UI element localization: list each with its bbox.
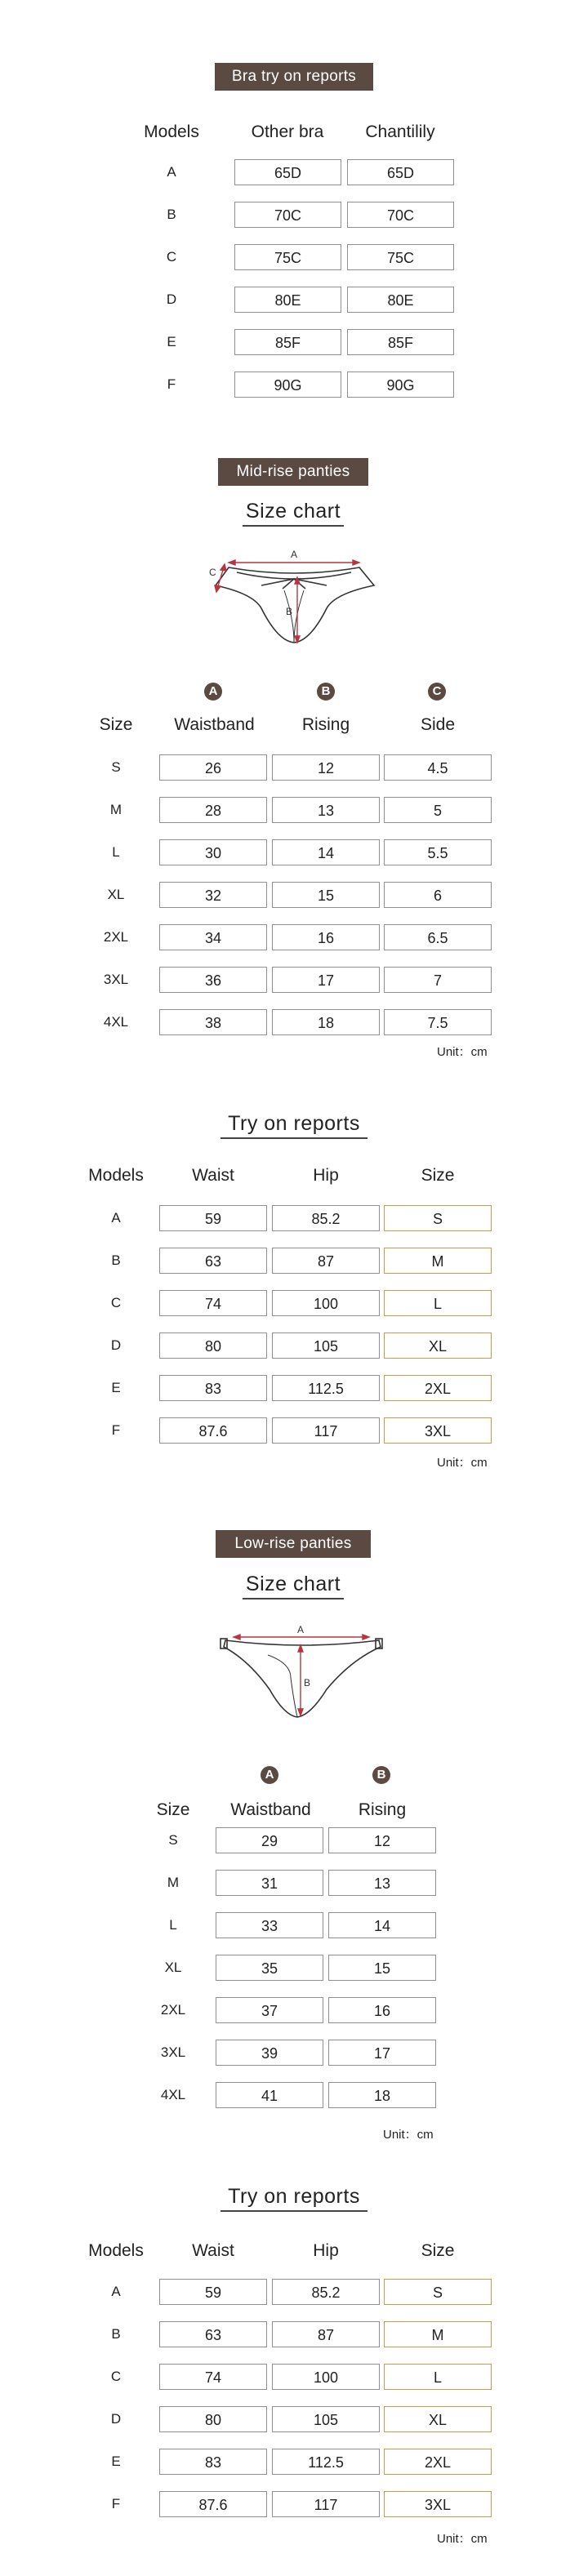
mid-row-label: M [109,802,122,817]
mid-cell-side: 6 [384,882,492,908]
low-cell-rise: 18 [328,2082,436,2108]
bra-row-label: A [167,164,176,180]
low-cell-waist: 33 [216,1912,323,1938]
bra-row-label: D [166,291,177,307]
mid-try-cell-waist: 80 [159,1332,267,1359]
mid-try-unit: Unit：cm [437,1456,488,1470]
mid-cell-rise: 17 [272,967,380,993]
low-try-cell-hip: 100 [272,2364,380,2390]
low-cell-waist: 41 [216,2082,323,2108]
bra-cell-other: 75C [234,244,341,270]
low-cell-rise: 16 [328,1997,436,2023]
mid-try-cell-size: 3XL [384,1417,492,1444]
mid-cell-rise: 13 [272,797,380,823]
mid-cell-side: 7.5 [384,1009,492,1035]
mid-try-cell-hip: 105 [272,1332,380,1359]
mid-header-waistband: Waistband [174,715,255,734]
low-cell-waist: 37 [216,1997,323,2023]
bra-banner: Bra try on reports [215,63,373,91]
low-try-header-size: Size [421,2241,455,2260]
low-cell-waist: 31 [216,1870,323,1896]
low-cell-waist: 39 [216,2040,323,2066]
bra-row-label: C [166,249,177,265]
mid-header-side: Side [420,715,456,734]
mid-try-cell-size: 2XL [384,1375,492,1401]
low-try-header-models: Models [88,2241,144,2260]
mid-try-header-waist: Waist [192,1166,234,1185]
low-try-row-label: C [110,2369,122,2384]
mid-try-cell-hip: 87 [272,1248,380,1274]
low-try-title: Try on reports [220,2185,368,2209]
low-header-waistband: Waistband [230,1800,311,1819]
bra-row-label: F [167,376,176,392]
low-try-row-label: D [110,2411,122,2427]
low-try-row-label: B [111,2326,121,2342]
mid-banner: Mid-rise panties [218,458,368,486]
mid-try-cell-hip: 112.5 [272,1375,380,1401]
low-try-cell-hip: 87 [272,2321,380,2347]
mid-size-chart-title: Size chart [243,500,344,523]
mid-badge-b: B [317,683,335,701]
mid-cell-rise: 15 [272,882,380,908]
low-cell-rise: 13 [328,1870,436,1896]
low-try-row-label: E [111,2454,121,2469]
mid-try-cell-size: S [384,1205,492,1231]
mid-cell-side: 7 [384,967,492,993]
mid-try-cell-size: XL [384,1332,492,1359]
bra-cell-chant: 75C [347,244,454,270]
low-try-cell-size: XL [384,2406,492,2432]
low-row-label: M [167,1875,180,1890]
low-diagram-label-b: B [304,1677,311,1688]
mid-try-cell-hip: 100 [272,1290,380,1316]
mid-cell-waist: 38 [159,1009,267,1035]
mid-try-header-models: Models [88,1166,144,1185]
mid-diagram-label-a: A [291,549,298,560]
low-header-rising: Rising [358,1800,407,1819]
bra-cell-chant: 80E [347,287,454,313]
bra-cell-chant: 85F [347,329,454,355]
bra-cell-other: 85F [234,329,341,355]
bra-cell-chant: 70C [347,202,454,228]
low-row-label: XL [164,1960,182,1975]
bra-header-other: Other bra [251,122,324,141]
low-try-header-waist: Waist [192,2241,234,2260]
mid-badge-a: A [204,683,222,701]
low-unit: Unit：cm [383,2128,434,2142]
mid-cell-side: 5 [384,797,492,823]
low-try-cell-size: M [384,2321,492,2347]
low-try-cell-hip: 85.2 [272,2279,380,2305]
mid-try-cell-waist: 83 [159,1375,267,1401]
mid-try-row-label: F [111,1422,121,1438]
mid-cell-side: 6.5 [384,924,492,950]
mid-badge-c: C [428,683,446,701]
mid-cell-waist: 32 [159,882,267,908]
mid-row-label: 2XL [103,929,129,945]
mid-try-cell-hip: 117 [272,1417,380,1444]
mid-try-title: Try on reports [220,1112,368,1136]
mid-cell-waist: 28 [159,797,267,823]
mid-try-cell-size: L [384,1290,492,1316]
low-row-label: L [169,1917,177,1933]
bra-cell-other: 80E [234,287,341,313]
mid-cell-side: 5.5 [384,839,492,865]
mid-header-rising: Rising [301,715,350,734]
low-try-cell-waist: 74 [159,2364,267,2390]
mid-try-cell-size: M [384,1248,492,1274]
low-try-cell-waist: 83 [159,2449,267,2475]
low-try-unit: Unit：cm [437,2532,488,2546]
bra-cell-other: 90G [234,371,341,398]
low-header-size: Size [156,1800,190,1819]
low-try-header-hip: Hip [313,2241,339,2260]
mid-diagram-label-b: B [286,606,293,617]
mid-cell-rise: 16 [272,924,380,950]
bra-header-chantilily: Chantilily [365,122,435,141]
low-cell-rise: 14 [328,1912,436,1938]
low-size-chart-title: Size chart [243,1573,344,1596]
mid-cell-waist: 36 [159,967,267,993]
low-rise-diagram [212,1621,392,1735]
low-try-cell-waist: 80 [159,2406,267,2432]
low-row-label: 4XL [160,2087,186,2102]
mid-row-label: S [111,759,121,775]
mid-diagram-label-c: C [209,567,216,578]
low-row-label: 2XL [160,2002,186,2018]
low-cell-rise: 12 [328,1827,436,1853]
bra-cell-other: 65D [234,159,341,185]
low-cell-rise: 15 [328,1955,436,1981]
low-try-cell-size: S [384,2279,492,2305]
mid-try-header-hip: Hip [313,1166,339,1185]
low-cell-waist: 29 [216,1827,323,1853]
mid-row-label: 3XL [103,972,129,987]
low-try-cell-size: 3XL [384,2491,492,2517]
low-banner: Low-rise panties [216,1530,371,1558]
low-cell-rise: 17 [328,2040,436,2066]
mid-cell-side: 4.5 [384,754,492,781]
low-try-cell-size: L [384,2364,492,2390]
mid-cell-waist: 30 [159,839,267,865]
mid-cell-rise: 18 [272,1009,380,1035]
mid-try-row-label: C [110,1295,122,1310]
mid-header-size: Size [99,715,133,734]
bra-row-label: E [167,334,176,349]
mid-try-cell-waist: 63 [159,1248,267,1274]
low-try-cell-waist: 63 [159,2321,267,2347]
low-badge-b: B [372,1766,390,1784]
mid-rise-diagram [204,543,384,649]
mid-try-cell-waist: 74 [159,1290,267,1316]
low-try-row-label: F [111,2496,121,2511]
mid-try-row-label: A [111,1210,121,1226]
low-try-cell-size: 2XL [384,2449,492,2475]
low-diagram-label-a: A [297,1624,305,1635]
low-badge-a: A [261,1766,278,1784]
mid-try-cell-waist: 87.6 [159,1417,267,1444]
mid-try-row-label: B [111,1252,121,1268]
bra-cell-other: 70C [234,202,341,228]
low-try-cell-waist: 87.6 [159,2491,267,2517]
mid-try-row-label: D [110,1337,122,1353]
bra-row-label: B [167,207,176,222]
low-try-cell-hip: 112.5 [272,2449,380,2475]
low-try-row-label: A [111,2284,121,2299]
low-row-label: 3XL [160,2044,186,2060]
bra-cell-chant: 90G [347,371,454,398]
mid-row-label: L [112,844,120,860]
mid-try-cell-hip: 85.2 [272,1205,380,1231]
low-cell-waist: 35 [216,1955,323,1981]
mid-cell-waist: 26 [159,754,267,781]
mid-row-label: XL [107,887,125,902]
mid-unit: Unit：cm [437,1045,488,1059]
mid-cell-rise: 12 [272,754,380,781]
mid-try-cell-waist: 59 [159,1205,267,1231]
low-try-cell-waist: 59 [159,2279,267,2305]
mid-try-header-size: Size [421,1166,455,1185]
mid-cell-waist: 34 [159,924,267,950]
bra-cell-chant: 65D [347,159,454,185]
low-row-label: S [168,1832,178,1848]
bra-header-models: Models [144,122,199,141]
mid-row-label: 4XL [103,1014,129,1030]
mid-try-row-label: E [111,1380,121,1395]
low-try-cell-hip: 105 [272,2406,380,2432]
low-try-cell-hip: 117 [272,2491,380,2517]
mid-cell-rise: 14 [272,839,380,865]
